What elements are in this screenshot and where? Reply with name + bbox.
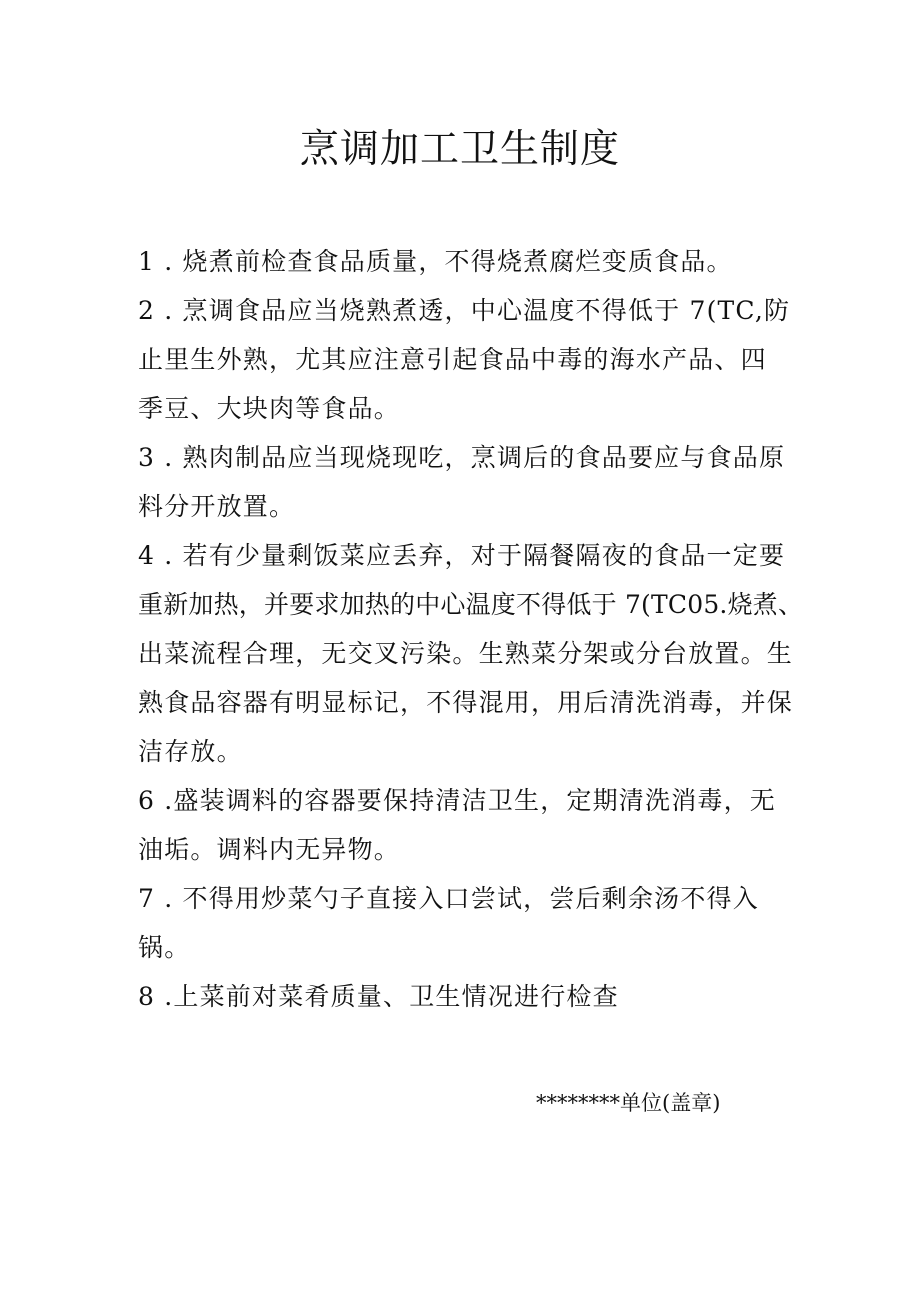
rules-body: [138, 237, 810, 1021]
rule-6-line-1: 6 .盛装调料的容器要保持清洁卫生，定期清洗消毒，无: [138, 786, 777, 815]
rule-5-line-1: 出菜流程合理，无交叉污染。生熟菜分架或分台放置。生: [138, 639, 794, 668]
rule-8-line-1: 8 .上菜前对菜肴质量、卫生情况进行检查: [138, 982, 619, 1011]
rule-2-line-2: 止里生外熟，尤其应注意引起食品中毒的海水产品、四: [138, 345, 767, 374]
rule-2-line-3: 季豆、大块肉等食品。: [138, 394, 401, 423]
rule-7-line-2: 锅。: [138, 933, 191, 962]
rule-7-line-1: 7 . 不得用炒菜勺子直接入口尝试，尝后剩余汤不得入: [138, 884, 759, 913]
rule-5-line-2: 熟食品容器有明显标记，不得混用，用后清洗消毒，并保: [138, 688, 794, 717]
signature-seal: ********单位(盖章): [536, 1091, 721, 1115]
rule-4-line-2: 重新加热，并要求加热的中心温度不得低于 7(TC05.烧煮、: [138, 590, 804, 619]
rule-1-line-1: 1 . 烧煮前检查食品质量，不得烧煮腐烂变质食品。: [138, 247, 733, 276]
rule-3-line-2: 料分开放置。: [138, 492, 296, 521]
rule-6-line-2: 油垢。调料内无异物。: [138, 835, 401, 864]
rule-3-line-1: 3 . 熟肉制品应当现烧现吃，烹调后的食品要应与食品原: [138, 443, 786, 472]
rule-2-line-1: 2 . 烹调食品应当烧熟煮透，中心温度不得低于 7(TC,防: [138, 296, 791, 325]
rule-4-line-1: 4 . 若有少量剩饭菜应丢弃，对于隔餐隔夜的食品一定要: [138, 541, 786, 570]
page-title: 烹调加工卫生制度: [299, 127, 620, 172]
rule-5-line-3: 洁存放。: [138, 737, 243, 766]
